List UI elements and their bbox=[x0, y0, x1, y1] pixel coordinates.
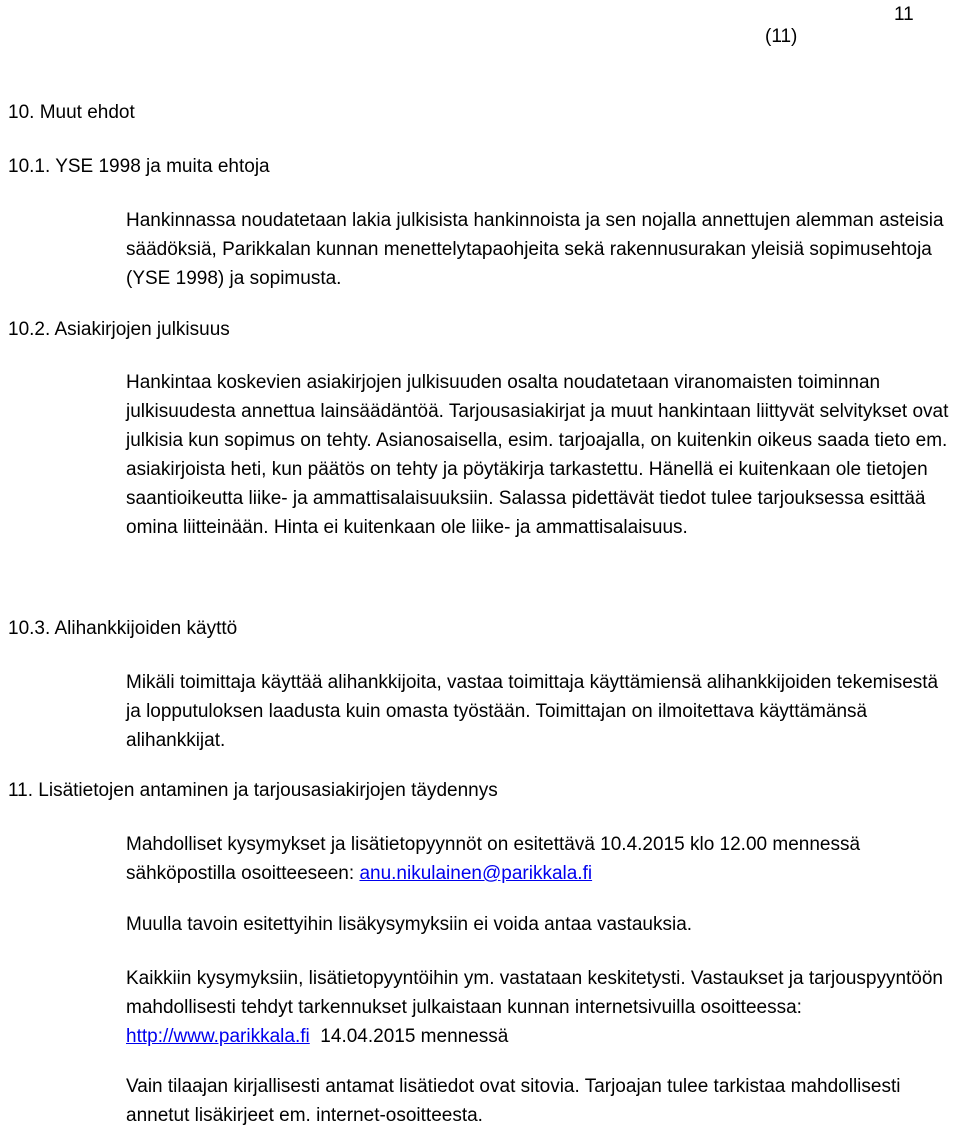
section-11-p3-tail: 14.04.2015 mennessä bbox=[309, 1026, 509, 1047]
section-10-3-paragraph: Mikäli toimittaja käyttää alihankkijoita, vastaa toimittaja käyttämiensä alihankkijoiden tekemisestä ja lopputuloksen laadusta kuin omasta työstään. Toimittajan on ilmoitettava käyttämänsä alihankkijat. bbox=[126, 672, 939, 751]
section-10-3-heading: 10.3. Alihankkijoiden käyttö bbox=[8, 618, 238, 639]
section-11-p2-text: Muulla tavoin esitettyihin lisäkysymyksiin ei voida antaa vastauksia. bbox=[126, 914, 693, 935]
section-10-3-body bbox=[126, 668, 956, 755]
section-10-1-paragraph: Hankinnassa noudatetaan lakia julkisista hankinnoista ja sen nojalla annettujen alemman asteisia säädöksiä, Parikkalan kunnan menettelytapaohjeita sekä rakennusurakan yleisiä sopimusehtoja (YSE 1998) ja sopimusta. bbox=[126, 210, 944, 289]
section-11-paragraph-3 bbox=[126, 964, 956, 1051]
section-10-1-body bbox=[126, 206, 956, 293]
email-link[interactable]: anu.nikulainen@parikkala.fi bbox=[359, 863, 593, 884]
section-10-heading: 10. Muut ehdot bbox=[8, 102, 135, 123]
section-11-p4-text: Vain tilaajan kirjallisesti antamat lisätiedot ovat sitovia. Tarjoajan tulee tarkistaa mahdollisesti annetut lisäkirjeet em. internet-osoitteesta. bbox=[126, 1076, 901, 1126]
section-10-1-heading: 10.1. YSE 1998 ja muita ehtoja bbox=[8, 156, 270, 177]
section-10-2-heading: 10.2. Asiakirjojen julkisuus bbox=[8, 319, 230, 340]
page-count: (11) bbox=[765, 26, 798, 47]
section-11-paragraph-2 bbox=[126, 910, 956, 939]
section-11-p3-text: Kaikkiin kysymyksiin, lisätietopyyntöihin ym. vastataan keskitetysti. Vastaukset ja tarjouspyyntöön mahdollisesti tehdyt tarkennukset julkaistaan kunnan internetsivuilla osoitteessa: bbox=[126, 968, 943, 1018]
section-11-heading: 11. Lisätietojen antaminen ja tarjousasiakirjojen täydennys bbox=[8, 780, 498, 801]
section-10-2-paragraph: Hankintaa koskevien asiakirjojen julkisuuden osalta noudatetaan viranomaisten toiminnan julkisuudesta annettua lainsäädäntöä. Tarjousasiakirjat ja muut hankintaan liittyvät selvitykset ovat julkisia kun sopimus on tehty. Asianosaisella, esim. tarjoajalla, on kuitenkin oikeus saada tieto em. asiakirjoista heti, kun päätös on tehty ja pöytäkirja tarkastettu. Hänellä ei kuitenkaan ole tietojen saantioikeutta liike- ja ammattisalaisuuksiin. Salassa pidettävät tiedot tulee tarjouksessa esittää omina liitteinään. Hinta ei kuitenkaan ole liike- ja ammattisalaisuus. bbox=[126, 372, 949, 538]
section-11-paragraph-1 bbox=[126, 830, 956, 888]
section-11-p1-text: Mahdolliset kysymykset ja lisätietopyynnöt on esitettävä 10.4.2015 klo 12.00 mennessä sähköpostilla osoitteeseen: bbox=[126, 834, 861, 884]
website-link[interactable]: http://www.parikkala.fi bbox=[126, 1026, 310, 1047]
section-10-2-body bbox=[126, 368, 956, 542]
section-11-paragraph-4 bbox=[126, 1072, 956, 1130]
page-number: 11 bbox=[894, 4, 914, 25]
